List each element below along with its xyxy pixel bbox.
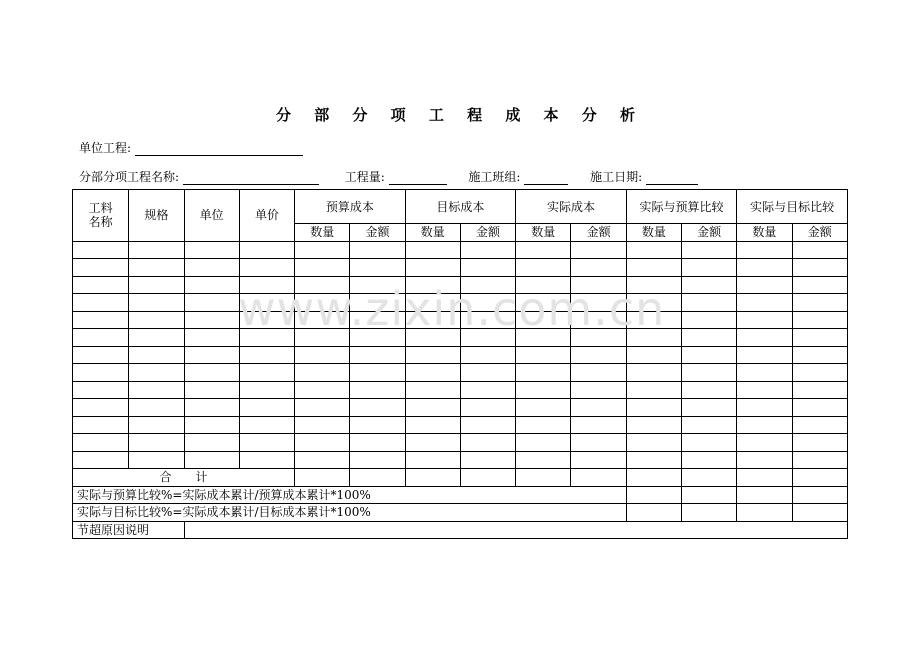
subheader-amount: 金额 — [350, 224, 405, 242]
table-cell[interactable] — [405, 434, 460, 452]
table-cell[interactable] — [792, 276, 847, 294]
table-cell[interactable] — [516, 399, 571, 417]
table-cell[interactable] — [129, 381, 184, 399]
table-row — [73, 451, 848, 469]
table-cell[interactable] — [295, 364, 350, 382]
table-cell[interactable] — [350, 346, 405, 364]
table-cell[interactable] — [184, 276, 239, 294]
table-cell[interactable] — [405, 451, 460, 469]
subheader-amount: 金额 — [460, 224, 515, 242]
table-cell[interactable] — [626, 381, 681, 399]
table-cell[interactable] — [792, 311, 847, 329]
header-group-actual-vs-target: 实际与目标比较 — [737, 190, 848, 224]
table-cell[interactable] — [405, 311, 460, 329]
table-cell[interactable] — [184, 381, 239, 399]
table-cell[interactable] — [460, 416, 515, 434]
table-cell[interactable] — [571, 241, 626, 259]
table-cell[interactable] — [571, 451, 626, 469]
subheader-qty: 数量 — [516, 224, 571, 242]
table-cell[interactable] — [516, 276, 571, 294]
table-cell[interactable] — [295, 346, 350, 364]
table-cell[interactable] — [295, 276, 350, 294]
table-cell[interactable] — [239, 434, 294, 452]
subproject-name-label: 分部分项工程名称: — [79, 170, 180, 184]
table-cell[interactable] — [626, 469, 681, 487]
table-cell[interactable] — [460, 276, 515, 294]
table-cell[interactable] — [73, 434, 129, 452]
table-cell[interactable] — [516, 294, 571, 312]
table-cell[interactable] — [516, 381, 571, 399]
table-cell[interactable] — [295, 241, 350, 259]
table-cell[interactable] — [681, 259, 736, 277]
date-blank[interactable] — [646, 171, 698, 185]
table-row — [73, 276, 848, 294]
table-cell[interactable] — [129, 241, 184, 259]
formula-target-row — [73, 504, 848, 522]
table-cell[interactable] — [239, 294, 294, 312]
total-label: 合 计 — [73, 469, 295, 487]
table-cell[interactable] — [792, 399, 847, 417]
table-cell[interactable] — [350, 434, 405, 452]
table-cell[interactable] — [460, 294, 515, 312]
table-cell[interactable] — [239, 346, 294, 364]
table-cell[interactable] — [295, 259, 350, 277]
header-spec: 规格 — [129, 190, 184, 242]
header-unit: 单位 — [184, 190, 239, 242]
table-cell[interactable] — [737, 381, 792, 399]
table-cell[interactable] — [737, 346, 792, 364]
table-cell[interactable] — [460, 329, 515, 347]
table-cell[interactable] — [571, 259, 626, 277]
table-cell[interactable] — [626, 294, 681, 312]
table-body — [73, 241, 848, 469]
formula-target: 实际与目标比较%=实际成本累计/目标成本累计*100% — [73, 504, 627, 522]
table-cell[interactable] — [460, 381, 515, 399]
table-cell[interactable] — [571, 416, 626, 434]
table-cell[interactable] — [129, 416, 184, 434]
table-cell[interactable] — [73, 381, 129, 399]
table-cell[interactable] — [792, 294, 847, 312]
cost-analysis-table — [72, 189, 848, 539]
info-line — [79, 168, 698, 185]
table-cell[interactable] — [571, 294, 626, 312]
table-cell[interactable] — [681, 364, 736, 382]
table-cell[interactable] — [184, 399, 239, 417]
table-cell[interactable] — [681, 416, 736, 434]
table-cell[interactable] — [626, 399, 681, 417]
table-cell[interactable] — [460, 399, 515, 417]
table-cell[interactable] — [405, 364, 460, 382]
table-cell[interactable] — [350, 259, 405, 277]
table-cell[interactable] — [350, 276, 405, 294]
table-cell[interactable] — [239, 399, 294, 417]
table-cell[interactable] — [184, 364, 239, 382]
table-cell[interactable] — [295, 469, 350, 487]
header-group-actual: 实际成本 — [516, 190, 627, 224]
subheader-amount: 金额 — [792, 224, 847, 242]
table-cell[interactable] — [239, 329, 294, 347]
table-cell[interactable] — [516, 346, 571, 364]
table-cell[interactable] — [681, 294, 736, 312]
table-cell[interactable] — [792, 329, 847, 347]
table-cell[interactable] — [73, 364, 129, 382]
header-group-budget: 预算成本 — [295, 190, 406, 224]
formula-budget-row — [73, 486, 848, 504]
table-cell[interactable] — [239, 311, 294, 329]
table-cell[interactable] — [681, 346, 736, 364]
table-cell[interactable] — [73, 329, 129, 347]
table-cell[interactable] — [460, 451, 515, 469]
table-cell[interactable] — [73, 416, 129, 434]
table-cell[interactable] — [681, 434, 736, 452]
table-cell[interactable] — [405, 294, 460, 312]
table-cell[interactable] — [626, 504, 681, 522]
table-cell[interactable] — [405, 381, 460, 399]
table-cell[interactable] — [737, 469, 792, 487]
table-cell[interactable] — [571, 381, 626, 399]
table-row — [73, 399, 848, 417]
table-cell[interactable] — [516, 259, 571, 277]
table-cell[interactable] — [737, 241, 792, 259]
table-cell[interactable] — [681, 329, 736, 347]
table-cell[interactable] — [73, 294, 129, 312]
table-cell[interactable] — [460, 346, 515, 364]
table-cell[interactable] — [405, 416, 460, 434]
table-cell[interactable] — [737, 504, 792, 522]
unit-project-line — [79, 139, 303, 156]
table-cell[interactable] — [405, 399, 460, 417]
table-cell[interactable] — [516, 434, 571, 452]
table-cell[interactable] — [571, 399, 626, 417]
header-material-name: 工料名称 — [73, 190, 129, 242]
table-cell[interactable] — [516, 469, 571, 487]
table-cell[interactable] — [129, 276, 184, 294]
reason-row — [73, 521, 848, 539]
table-cell[interactable] — [73, 276, 129, 294]
table-cell[interactable] — [681, 399, 736, 417]
total-row — [73, 469, 848, 487]
subheader-qty: 数量 — [626, 224, 681, 242]
table-row — [73, 434, 848, 452]
table-cell[interactable] — [626, 311, 681, 329]
table-cell[interactable] — [737, 364, 792, 382]
table-cell[interactable] — [129, 329, 184, 347]
table-cell[interactable] — [516, 451, 571, 469]
table-cell[interactable] — [737, 451, 792, 469]
table-cell[interactable] — [626, 259, 681, 277]
table-cell[interactable] — [626, 416, 681, 434]
table-cell[interactable] — [350, 311, 405, 329]
table-cell[interactable] — [516, 329, 571, 347]
table-row — [73, 364, 848, 382]
table-row — [73, 311, 848, 329]
table-cell[interactable] — [792, 469, 847, 487]
header-group-actual-vs-budget: 实际与预算比较 — [626, 190, 737, 224]
table-cell[interactable] — [681, 486, 736, 504]
table-cell[interactable] — [405, 469, 460, 487]
table-cell[interactable] — [571, 364, 626, 382]
table-row — [73, 381, 848, 399]
table-cell[interactable] — [295, 451, 350, 469]
quantity-label: 工程量: — [344, 170, 385, 184]
table-cell[interactable] — [405, 329, 460, 347]
subheader-amount: 金额 — [571, 224, 626, 242]
table-cell[interactable] — [792, 486, 847, 504]
table-cell[interactable] — [626, 451, 681, 469]
table-row — [73, 294, 848, 312]
table-cell[interactable] — [737, 294, 792, 312]
header-unit-price: 单价 — [239, 190, 294, 242]
table-cell[interactable] — [239, 276, 294, 294]
table-cell[interactable] — [129, 259, 184, 277]
table-cell[interactable] — [792, 434, 847, 452]
table-cell[interactable] — [239, 381, 294, 399]
table-cell[interactable] — [737, 276, 792, 294]
table-cell[interactable] — [73, 241, 129, 259]
table-cell[interactable] — [792, 259, 847, 277]
table-row — [73, 416, 848, 434]
table-cell[interactable] — [350, 469, 405, 487]
table-cell[interactable] — [626, 364, 681, 382]
table-cell[interactable] — [129, 399, 184, 417]
table-cell[interactable] — [350, 399, 405, 417]
table-cell[interactable] — [184, 346, 239, 364]
quantity-blank[interactable] — [389, 171, 447, 185]
table-cell[interactable] — [516, 416, 571, 434]
table-cell[interactable] — [73, 311, 129, 329]
header-row-1 — [73, 190, 848, 224]
table-cell[interactable] — [571, 434, 626, 452]
date-label: 施工日期: — [590, 170, 643, 184]
formula-budget: 实际与预算比较%=实际成本累计/预算成本累计*100% — [73, 486, 627, 504]
table-cell[interactable] — [295, 311, 350, 329]
table-cell[interactable] — [792, 416, 847, 434]
table-cell[interactable] — [129, 346, 184, 364]
table-cell[interactable] — [405, 259, 460, 277]
table-cell[interactable] — [239, 451, 294, 469]
table-cell[interactable] — [350, 294, 405, 312]
table-cell[interactable] — [460, 364, 515, 382]
table-cell[interactable] — [129, 364, 184, 382]
table-cell[interactable] — [792, 504, 847, 522]
table-cell[interactable] — [681, 276, 736, 294]
table-cell[interactable] — [792, 241, 847, 259]
table-cell[interactable] — [626, 329, 681, 347]
table-cell[interactable] — [792, 451, 847, 469]
table-cell[interactable] — [737, 259, 792, 277]
table-cell[interactable] — [792, 381, 847, 399]
table-cell[interactable] — [239, 364, 294, 382]
table-cell[interactable] — [571, 276, 626, 294]
table-cell[interactable] — [350, 381, 405, 399]
table-cell[interactable] — [295, 434, 350, 452]
subheader-qty: 数量 — [405, 224, 460, 242]
table-row — [73, 241, 848, 259]
table-cell[interactable] — [681, 451, 736, 469]
unit-project-label: 单位工程: — [79, 141, 132, 155]
table-cell[interactable] — [73, 451, 129, 469]
table-cell[interactable] — [516, 364, 571, 382]
table-cell[interactable] — [73, 399, 129, 417]
table-cell[interactable] — [571, 329, 626, 347]
table-row — [73, 329, 848, 347]
table-row — [73, 346, 848, 364]
table-cell[interactable] — [129, 311, 184, 329]
table-cell[interactable] — [516, 241, 571, 259]
table-cell[interactable] — [184, 241, 239, 259]
table-cell[interactable] — [737, 311, 792, 329]
table-cell[interactable] — [626, 346, 681, 364]
table-cell[interactable] — [295, 381, 350, 399]
table-cell[interactable] — [239, 241, 294, 259]
subheader-qty: 数量 — [737, 224, 792, 242]
table-cell[interactable] — [626, 241, 681, 259]
team-label: 施工班组: — [468, 170, 521, 184]
table-cell[interactable] — [681, 469, 736, 487]
table-cell[interactable] — [295, 329, 350, 347]
table-cell[interactable] — [184, 311, 239, 329]
reason-label: 节超原因说明 — [73, 521, 185, 539]
subheader-qty: 数量 — [295, 224, 350, 242]
table-cell[interactable] — [737, 486, 792, 504]
table-cell[interactable] — [405, 241, 460, 259]
table-cell[interactable] — [295, 399, 350, 417]
table-cell[interactable] — [737, 399, 792, 417]
table-cell[interactable] — [460, 241, 515, 259]
table-cell[interactable] — [295, 294, 350, 312]
reason-cell[interactable] — [184, 521, 847, 539]
table-cell[interactable] — [460, 259, 515, 277]
table-cell[interactable] — [295, 416, 350, 434]
table-cell[interactable] — [737, 434, 792, 452]
table-cell[interactable] — [460, 469, 515, 487]
unit-project-blank[interactable] — [135, 142, 303, 156]
table-cell[interactable] — [681, 311, 736, 329]
table-cell[interactable] — [129, 451, 184, 469]
table-cell[interactable] — [681, 241, 736, 259]
table-cell[interactable] — [460, 311, 515, 329]
table-cell[interactable] — [571, 469, 626, 487]
table-cell[interactable] — [681, 504, 736, 522]
table-cell[interactable] — [516, 311, 571, 329]
table-cell[interactable] — [184, 416, 239, 434]
table-cell[interactable] — [792, 364, 847, 382]
page-title: 分 部 分 项 工 程 成 本 分 析 — [275, 106, 644, 124]
table-cell[interactable] — [184, 294, 239, 312]
table-cell[interactable] — [626, 434, 681, 452]
table-cell[interactable] — [792, 346, 847, 364]
table-cell[interactable] — [184, 451, 239, 469]
subproject-name-blank[interactable] — [183, 171, 319, 185]
table-cell[interactable] — [405, 346, 460, 364]
team-blank[interactable] — [524, 171, 568, 185]
table-cell[interactable] — [184, 259, 239, 277]
table-cell[interactable] — [350, 364, 405, 382]
table-cell[interactable] — [73, 346, 129, 364]
table-cell[interactable] — [626, 276, 681, 294]
table-cell[interactable] — [73, 259, 129, 277]
table-cell[interactable] — [737, 329, 792, 347]
table-cell[interactable] — [571, 311, 626, 329]
table-cell[interactable] — [350, 241, 405, 259]
table-cell[interactable] — [405, 276, 460, 294]
table-cell[interactable] — [184, 329, 239, 347]
table-cell[interactable] — [239, 416, 294, 434]
table-cell[interactable] — [737, 416, 792, 434]
table-cell[interactable] — [239, 259, 294, 277]
subheader-amount: 金额 — [681, 224, 736, 242]
table-cell[interactable] — [350, 329, 405, 347]
table-cell[interactable] — [129, 294, 184, 312]
header-group-target: 目标成本 — [405, 190, 516, 224]
table-cell[interactable] — [350, 451, 405, 469]
table-cell[interactable] — [626, 486, 681, 504]
table-cell[interactable] — [681, 381, 736, 399]
table-cell[interactable] — [184, 434, 239, 452]
table-cell[interactable] — [350, 416, 405, 434]
table-row — [73, 259, 848, 277]
table-cell[interactable] — [460, 434, 515, 452]
watermark-text: www.zixin.com.cn — [238, 282, 666, 336]
table-cell[interactable] — [571, 346, 626, 364]
table-cell[interactable] — [129, 434, 184, 452]
